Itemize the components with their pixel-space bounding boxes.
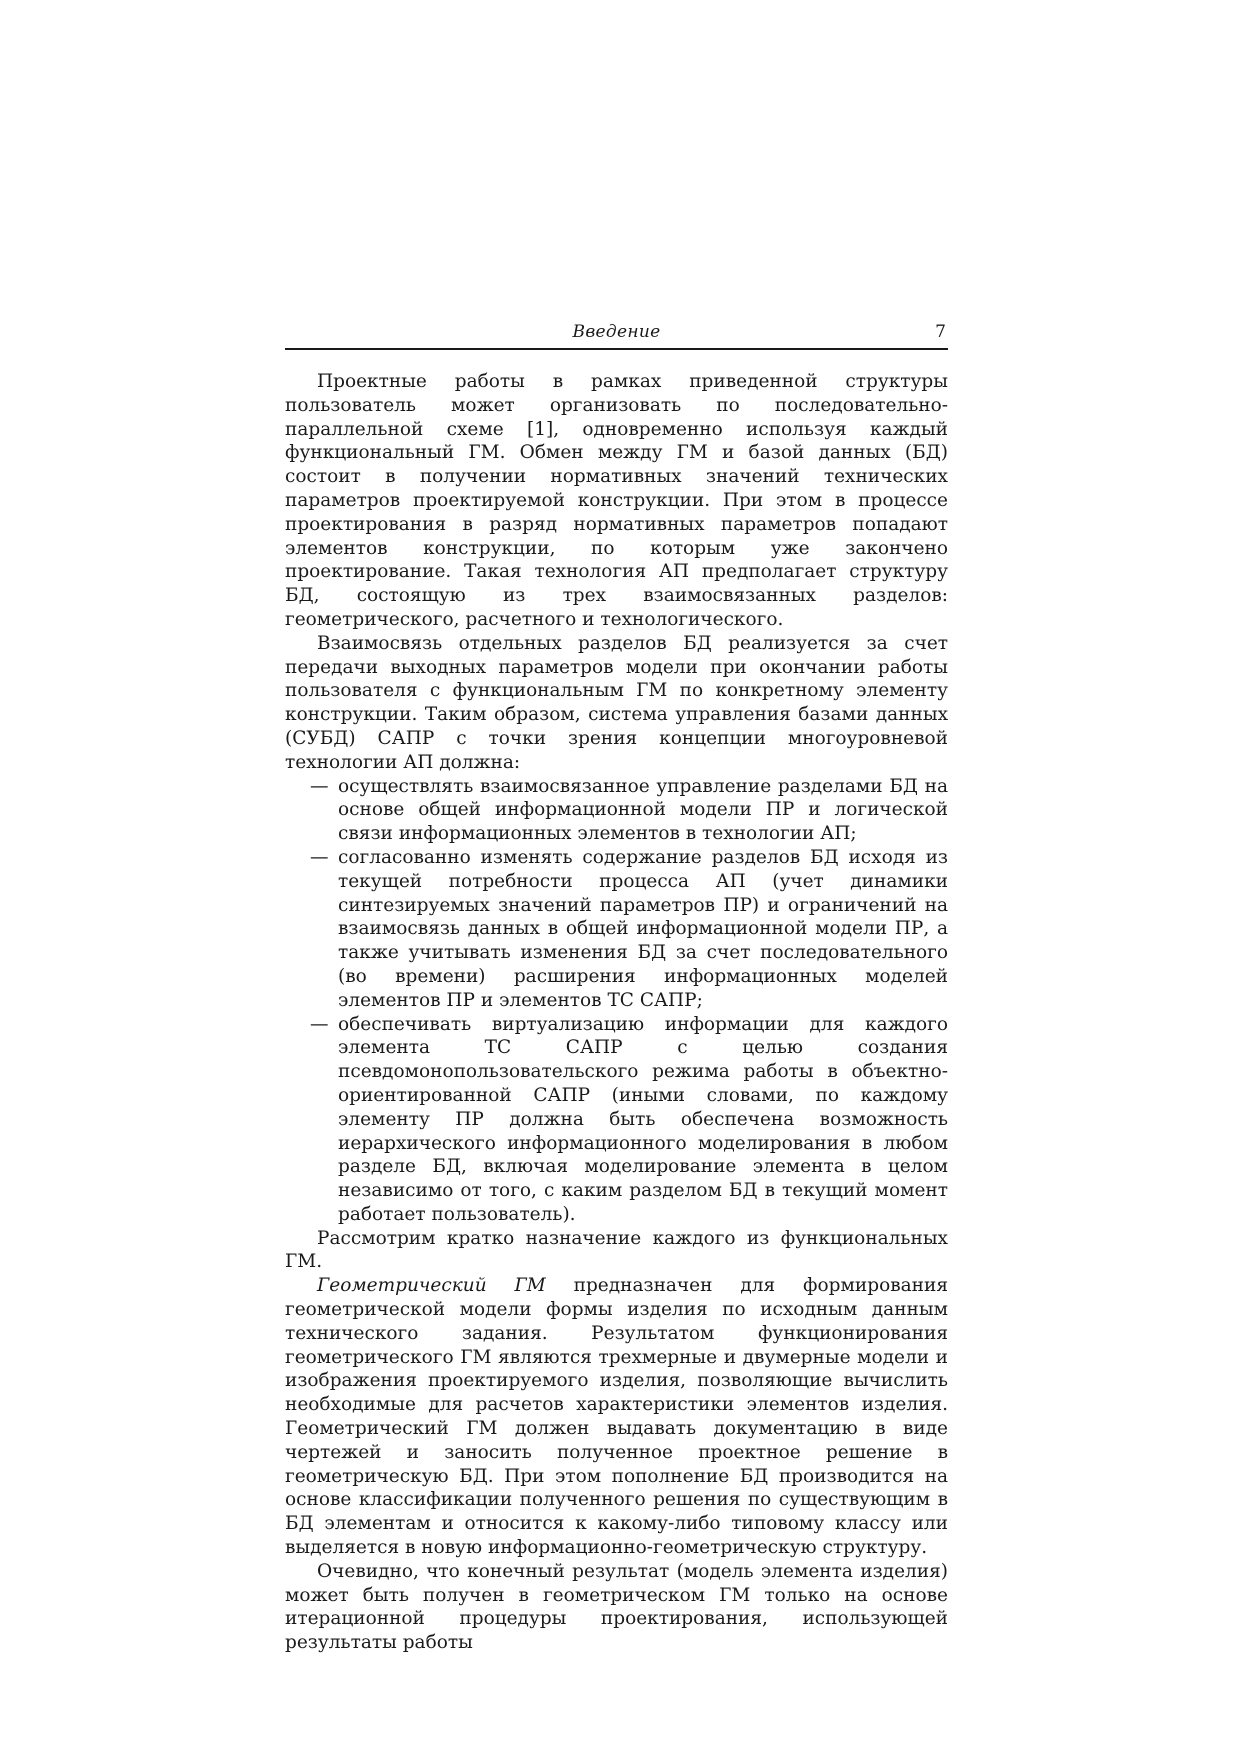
list-dash: —: [310, 846, 329, 868]
chapter-title: Введение: [572, 322, 661, 342]
paragraph-4: [285, 1274, 948, 1560]
book-page: [285, 318, 948, 1655]
running-header: [285, 318, 948, 350]
paragraph-3: Рассмотрим кратко назначение каждого из функциональных ГМ.: [285, 1227, 948, 1273]
page-number: 7: [935, 322, 946, 342]
list-item: [285, 846, 948, 1013]
list-item-text: обеспечивать виртуализацию информации для каждого элемента ТС САПР с целью создания псевдомонопользовательского режима работы в объектно-ориентированной САПР (иными словами, по каждому элементу ПР должна быть обеспечена возможность иерархического информационного моделирования в любом разделе БД, включая моделирование элемента в целом независимо от того, с каким разделом БД в текущий момент работает пользователь).: [338, 1013, 948, 1225]
list-item-text: согласованно изменять содержание разделов БД исходя из текущей потребности процесса АП (учет динамики синтезируемых значений параметров ПР) и ограничений на взаимосвязь данных в общей информационной модели ПР, а также учитывать изменения БД за счет последовательного (во времени) расширения информационных моделей элементов ПР и элементов ТС САПР;: [338, 846, 948, 1011]
paragraph-4-text: предназначен для формирования геометрической модели формы изделия по исходным данным технического задания. Результатом функционирования геометрического ГМ являются трехмерные и двумерные модели и изображения проектируемого изделия, позволяющие вычислить необходимые для расчетов характеристики элементов изделия. Геометрический ГМ должен выдавать документацию в виде чертежей и заносить полученное проектное решение в геометрическую БД. При этом пополнение БД производится на основе классификации полученного решения по существующим в БД элементам и относится к какому-либо типовому классу или выделяется в новую информационно-геометрическую структуру.: [285, 1275, 948, 1559]
body-text: [285, 370, 948, 1655]
list-item-text: осуществлять взаимосвязанное управление разделами БД на основе общей информационной модели ПР и логической связи информационных элементов в технологии АП;: [338, 775, 948, 845]
requirements-list: [285, 775, 948, 1227]
paragraph-2: Взаимосвязь отдельных разделов БД реализуется за счет передачи выходных параметров модели при окончании работы пользователя с функциональным ГМ по конкретному элементу конструкции. Таким образом, система управления базами данных (СУБД) САПР с точки зрения концепции многоуровневой технологии АП должна:: [285, 632, 948, 773]
list-item: [285, 775, 948, 846]
list-dash: —: [310, 775, 329, 797]
list-dash: —: [310, 1013, 329, 1035]
paragraph-5: Очевидно, что конечный результат (модель элемента изделия) может быть получен в геометрическом ГМ только на основе итерационной процедуры проектирования, использующей результаты работы: [285, 1560, 948, 1654]
term-geometric-gm: Геометрический ГМ: [317, 1275, 546, 1297]
list-item: [285, 1013, 948, 1227]
paragraph-1: Проектные работы в рамках приведенной структуры пользователь может организовать по последовательно-параллельной схеме [1], одновременно используя каждый функциональный ГМ. Обмен между ГМ и базой данных (БД) состоит в получении нормативных значений технических параметров проектируемой конструкции. При этом в процессе проектирования в разряд нормативных параметров попадают элементов конструкции, по которым уже закончено проектирование. Такая технология АП предполагает структуру БД, состоящую из трех взаимосвязанных разделов: геометрического, расчетного и технологического.: [285, 371, 948, 630]
